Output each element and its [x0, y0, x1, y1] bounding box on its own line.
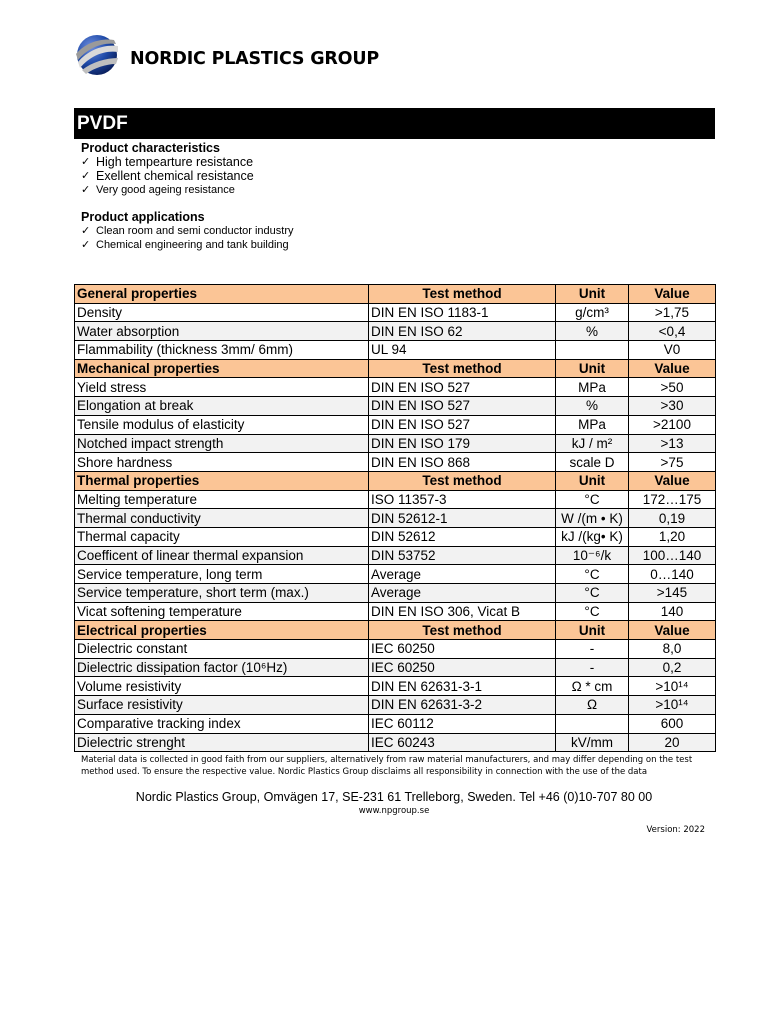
table-row	[75, 677, 716, 696]
value: 172…175	[629, 490, 716, 509]
characteristics-heading: Product characteristics	[81, 141, 220, 155]
table-row	[75, 696, 716, 715]
list-item: ✓ Very good ageing resistance	[81, 184, 235, 196]
table-row	[75, 640, 716, 659]
value: 0,19	[629, 509, 716, 528]
property-name: Dielectric constant	[75, 640, 369, 659]
property-name: Service temperature, long term	[75, 565, 369, 584]
table-row	[75, 434, 716, 453]
unit	[556, 341, 629, 360]
table-row	[75, 658, 716, 677]
property-name: Vicat softening temperature	[75, 602, 369, 621]
unit: °C	[556, 584, 629, 603]
unit: °C	[556, 565, 629, 584]
column-header: Unit	[556, 471, 629, 490]
check-icon: ✓	[81, 156, 91, 168]
value: 600	[629, 714, 716, 733]
unit: kJ /(kg• K)	[556, 527, 629, 546]
properties-table-body	[75, 285, 716, 752]
disclaimer-text: Material data is collected in good faith from our suppliers, alternatively from raw material manufacturers, and may differ depending on the test method used. To ensure the respective value. Nordic Plastics Group disclaims all responsibility in connection with the use of the data	[81, 755, 693, 777]
test-method: DIN EN ISO 527	[369, 397, 556, 416]
table-row	[75, 415, 716, 434]
value: 1,20	[629, 527, 716, 546]
check-icon: ✓	[81, 184, 91, 196]
value: 0,2	[629, 658, 716, 677]
property-name: Melting temperature	[75, 490, 369, 509]
property-name: Comparative tracking index	[75, 714, 369, 733]
test-method: DIN EN 62631-3-2	[369, 696, 556, 715]
table-row	[75, 303, 716, 322]
unit	[556, 714, 629, 733]
column-header: Test method	[369, 621, 556, 640]
test-method: DIN EN ISO 868	[369, 453, 556, 472]
table-row	[75, 397, 716, 416]
unit: %	[556, 322, 629, 341]
column-header: Test method	[369, 359, 556, 378]
column-header: Unit	[556, 285, 629, 304]
property-name: Volume resistivity	[75, 677, 369, 696]
table-row	[75, 546, 716, 565]
column-header: Unit	[556, 621, 629, 640]
test-method: DIN EN ISO 179	[369, 434, 556, 453]
value: >50	[629, 378, 716, 397]
property-name: Density	[75, 303, 369, 322]
property-name: Dielectric dissipation factor (10⁶Hz)	[75, 658, 369, 677]
test-method: DIN EN ISO 527	[369, 378, 556, 397]
column-header: Test method	[369, 285, 556, 304]
test-method: DIN EN ISO 306, Vicat B	[369, 602, 556, 621]
unit: MPa	[556, 415, 629, 434]
property-name: Surface resistivity	[75, 696, 369, 715]
table-row	[75, 453, 716, 472]
test-method: DIN 52612	[369, 527, 556, 546]
test-method: IEC 60250	[369, 658, 556, 677]
test-method: DIN EN 62631-3-1	[369, 677, 556, 696]
table-row	[75, 322, 716, 341]
list-item: ✓ Clean room and semi conductor industry	[81, 225, 294, 237]
value: >145	[629, 584, 716, 603]
value: >10¹⁴	[629, 677, 716, 696]
value: >13	[629, 434, 716, 453]
test-method: DIN 53752	[369, 546, 556, 565]
table-row	[75, 714, 716, 733]
unit: Ω * cm	[556, 677, 629, 696]
property-name: Water absorption	[75, 322, 369, 341]
value: 140	[629, 602, 716, 621]
list-item: ✓ Chemical engineering and tank building	[81, 239, 289, 251]
unit: Ω	[556, 696, 629, 715]
property-name: Coefficent of linear thermal expansion	[75, 546, 369, 565]
unit: -	[556, 640, 629, 659]
unit: °C	[556, 602, 629, 621]
property-name: Thermal conductivity	[75, 509, 369, 528]
value: >10¹⁴	[629, 696, 716, 715]
test-method: Average	[369, 565, 556, 584]
table-row	[75, 490, 716, 509]
unit: scale D	[556, 453, 629, 472]
company-name: NORDIC PLASTICS GROUP	[130, 49, 379, 69]
value: 20	[629, 733, 716, 752]
property-name: Thermal capacity	[75, 527, 369, 546]
property-name: Notched impact strength	[75, 434, 369, 453]
test-method: DIN EN ISO 1183-1	[369, 303, 556, 322]
section-header-row	[75, 471, 716, 490]
unit: W /(m • K)	[556, 509, 629, 528]
characteristics-list	[81, 155, 254, 197]
value: >2100	[629, 415, 716, 434]
check-icon: ✓	[81, 225, 91, 237]
company-logo	[74, 32, 379, 78]
check-icon: ✓	[81, 170, 91, 182]
test-method: DIN 52612-1	[369, 509, 556, 528]
table-row	[75, 341, 716, 360]
section-header-row	[75, 359, 716, 378]
column-header: Value	[629, 359, 716, 378]
section-title: General properties	[75, 285, 369, 304]
test-method: DIN EN ISO 62	[369, 322, 556, 341]
property-name: Shore hardness	[75, 453, 369, 472]
test-method: DIN EN ISO 527	[369, 415, 556, 434]
unit: °C	[556, 490, 629, 509]
property-name: Yield stress	[75, 378, 369, 397]
column-header: Value	[629, 471, 716, 490]
applications-heading: Product applications	[81, 210, 205, 224]
properties-table	[74, 284, 716, 752]
unit: kJ / m²	[556, 434, 629, 453]
value: 8,0	[629, 640, 716, 659]
column-header: Value	[629, 285, 716, 304]
table-row	[75, 527, 716, 546]
list-item: ✓ Exellent chemical resistance	[81, 169, 254, 183]
test-method: ISO 11357-3	[369, 490, 556, 509]
value: <0,4	[629, 322, 716, 341]
value: V0	[629, 341, 716, 360]
section-title: Electrical properties	[75, 621, 369, 640]
sphere-logo-icon	[74, 32, 120, 78]
section-header-row	[75, 621, 716, 640]
value: 0…140	[629, 565, 716, 584]
website-text: www.npgroup.se	[358, 806, 430, 816]
unit: MPa	[556, 378, 629, 397]
section-title: Thermal properties	[75, 471, 369, 490]
property-name: Tensile modulus of elasticity	[75, 415, 369, 434]
value: >75	[629, 453, 716, 472]
product-title: PVDF	[74, 108, 715, 139]
test-method: IEC 60112	[369, 714, 556, 733]
unit: -	[556, 658, 629, 677]
table-row	[75, 378, 716, 397]
property-name: Elongation at break	[75, 397, 369, 416]
column-header: Unit	[556, 359, 629, 378]
table-row	[75, 509, 716, 528]
test-method: IEC 60243	[369, 733, 556, 752]
column-header: Test method	[369, 471, 556, 490]
section-header-row	[75, 285, 716, 304]
unit: g/cm³	[556, 303, 629, 322]
table-row	[75, 584, 716, 603]
property-name: Dielectric strenght	[75, 733, 369, 752]
section-title: Mechanical properties	[75, 359, 369, 378]
test-method: Average	[369, 584, 556, 603]
table-row	[75, 565, 716, 584]
unit: 10⁻⁶/k	[556, 546, 629, 565]
check-icon: ✓	[81, 239, 91, 251]
company-address: Nordic Plastics Group, Omvägen 17, SE-231 61 Trelleborg, Sweden. Tel +46 (0)10-707 80 00	[135, 790, 653, 804]
table-row	[75, 733, 716, 752]
version-text: Version: 2022	[646, 825, 705, 835]
list-item: ✓ High tempearture resistance	[81, 155, 254, 169]
unit: %	[556, 397, 629, 416]
property-name: Flammability (thickness 3mm/ 6mm)	[75, 341, 369, 360]
column-header: Value	[629, 621, 716, 640]
value: >1,75	[629, 303, 716, 322]
table-row	[75, 602, 716, 621]
test-method: UL 94	[369, 341, 556, 360]
property-name: Service temperature, short term (max.)	[75, 584, 369, 603]
test-method: IEC 60250	[369, 640, 556, 659]
value: 100…140	[629, 546, 716, 565]
unit: kV/mm	[556, 733, 629, 752]
applications-list	[81, 224, 293, 252]
value: >30	[629, 397, 716, 416]
